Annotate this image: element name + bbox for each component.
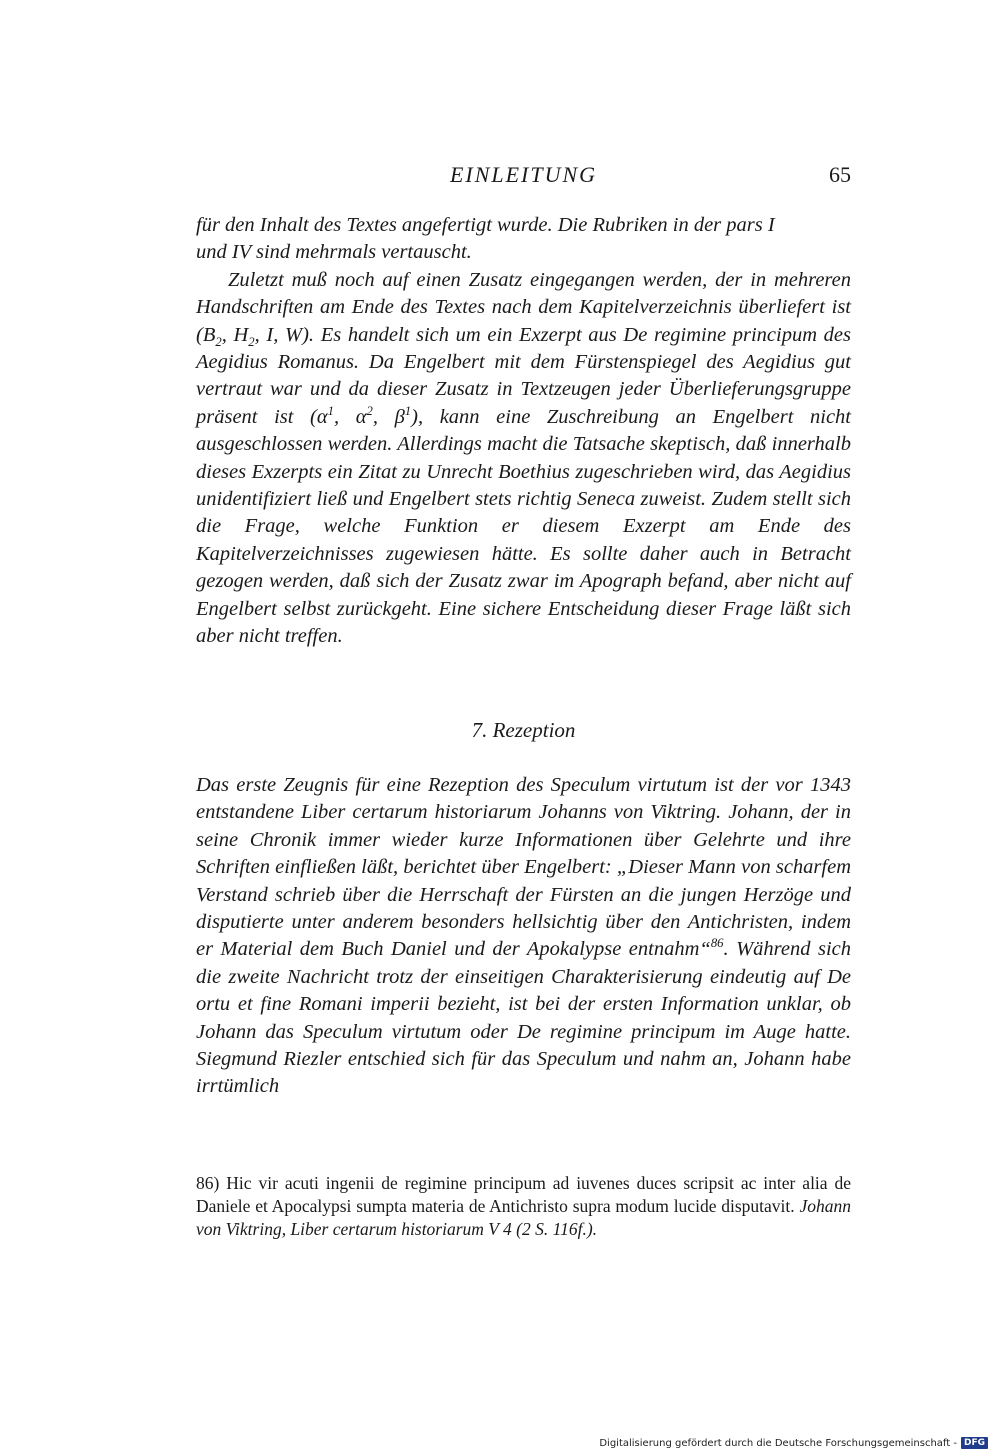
superscript-alpha-1: 1 — [327, 404, 335, 419]
text-block-top — [196, 212, 851, 651]
paragraph-2-text-e: , β — [372, 405, 405, 428]
paragraph-1-line-2: und IV sind mehrmals vertauscht. — [196, 241, 472, 264]
digitization-credit — [599, 1437, 988, 1449]
paragraph-zusatz — [196, 267, 851, 651]
paragraph-2-text-a: Zuletzt muß noch auf einen Zusatz eingegangen werden, der in mehreren Handschriften am Ende des Textes nach dem Kapitelverzeichnis überliefert ist (B — [196, 268, 851, 346]
page-number: 65 — [829, 162, 851, 187]
superscript-alpha-2: 2 — [366, 404, 373, 419]
section-heading: 7. Rezeption — [471, 718, 576, 742]
text-block-rezeption — [196, 772, 851, 1101]
paragraph-2-text-f: ), kann eine Zuschreibung an Engelbert nicht ausgeschlossen werden. Allerdings macht die Tatsache skeptisch, daß innerhalb dieses Exzerpts ein Zitat zu Unrecht Boethius zugeschrieben wird, das Aegidius unidentifiziert ließ und Engelbert stets richtig Seneca zuweist. Zudem stellt sich die Frage, welche Funktion er diesem Exzerpt am Ende des Kapitelverzeichnisses zugewiesen hätte. Es sollte daher auch in Betracht gezogen werden, daß sich der Zusatz zwar im Apograph befand, aber nicht auf Engelbert selbst zurückgeht. Eine sichere Entscheidung dieser Frage läßt sich aber nicht treffen. — [196, 405, 851, 648]
paragraph-2-text-d: , α — [334, 405, 367, 428]
footnote-86 — [196, 1172, 851, 1241]
subscript-b: 2 — [215, 334, 222, 349]
superscript-beta-1: 1 — [404, 404, 412, 419]
paragraph-3-text-b: . Während sich die zweite Nachricht trotz der einseitigen Charakterisierung eindeutig auf De ortu et fine Romani imperii bezieht, ist bei der ersten Information unklar, ob Johann das Speculum virtutum oder De regimine principum im Auge hatte. Siegmund Riezler entschied sich für das Speculum und nahm an, Johann habe irrtümlich — [196, 938, 851, 1098]
dfg-logo-icon: DFG — [961, 1437, 988, 1449]
paragraph-rezeption — [196, 772, 851, 1101]
footnote-reference[interactable]: 86 — [710, 936, 724, 951]
footnote-source: Johann von Viktring, Liber certarum historiarum V 4 (2 S. 116f.). — [196, 1196, 852, 1239]
paragraph-continuation — [196, 212, 851, 267]
paragraph-2-text-c: , I, W). Es handelt sich um ein Exzerpt aus De regimine principum des Aegidius Romanus. Da Engelbert mit dem Fürstenspiegel des Aegidius gut vertraut war und da dieser Zusatz in Textzeugen jeder Überlieferungsgruppe präsent ist (α — [196, 323, 851, 428]
subscript-h: 2 — [248, 334, 255, 349]
credit-text: Digitalisierung gefördert durch die Deutsche Forschungsgemeinschaft - — [599, 1437, 957, 1449]
running-head — [196, 162, 851, 194]
paragraph-3-text-a: Das erste Zeugnis für eine Rezeption des Speculum virtutum ist der vor 1343 entstandene Liber certarum historiarum Johanns von Viktring. Johann, der in seine Chronik immer wieder kurze Informationen über Gelehrte und ihre Schriften einfließen läßt, berichtet über Engelbert: „Dieser Mann von scharfem Verstand schrieb über die Herrschaft der Fürsten an die jungen Herzöge und disputierte unter anderem besonders hellsichtig über den Antichristen, indem er Material dem Buch Daniel und der Apokalypse entnahm“ — [196, 774, 851, 961]
footnote-number: 86) — [196, 1173, 220, 1193]
paragraph-2-text-b: , H — [221, 323, 249, 346]
running-title: EINLEITUNG — [449, 162, 598, 187]
footnote-text: Hic vir acuti ingenii de regimine principum ad iuvenes duces scripsit ac inter alia de Daniele et Apocalypsi sumpta materia de Antichristo supra modum lucide disputavit. — [196, 1173, 852, 1216]
paragraph-1-line-1: für den Inhalt des Textes angefertigt wurde. Die Rubriken in der pars I — [196, 214, 775, 236]
